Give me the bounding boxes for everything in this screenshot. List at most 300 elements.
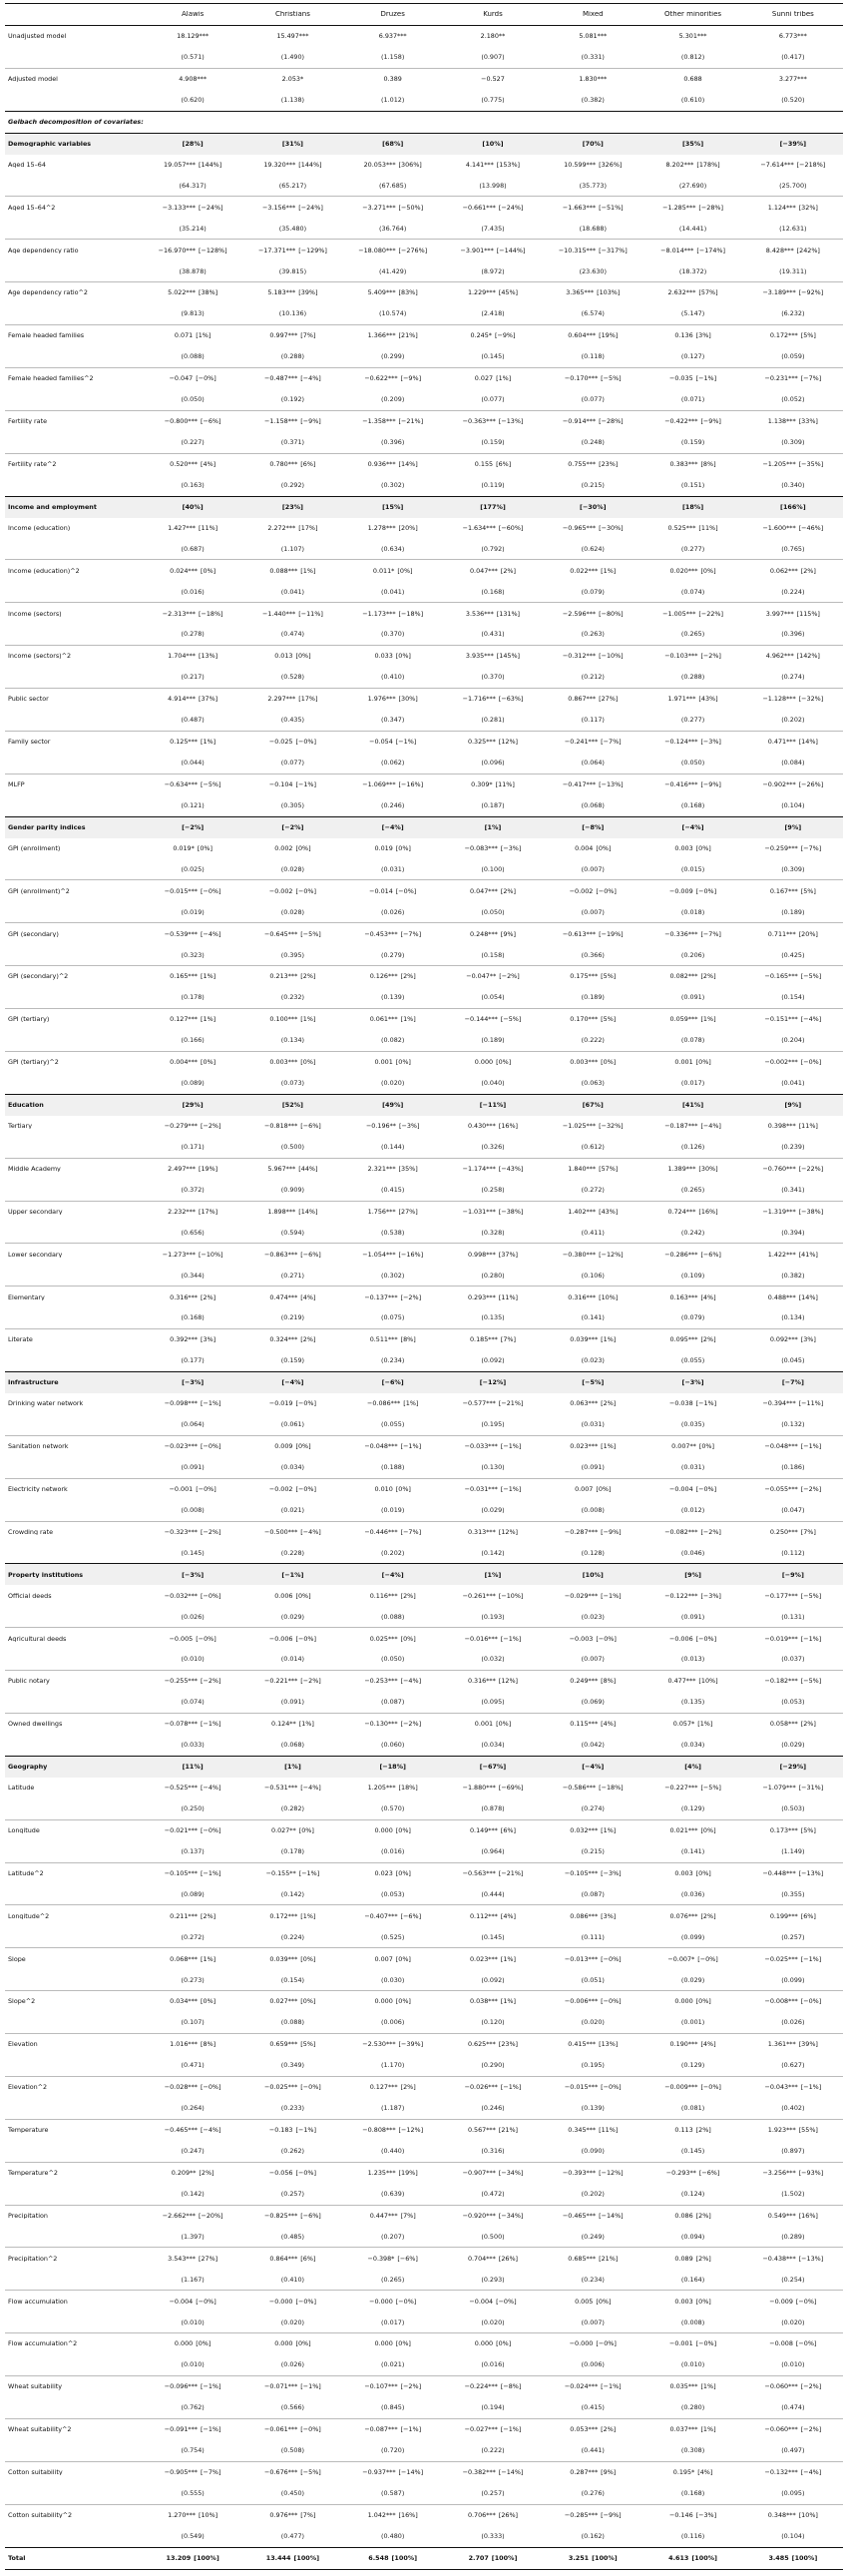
std-error: (0.041) <box>381 588 405 595</box>
std-error: (0.355) <box>781 1890 805 1898</box>
coefficient: 0.520*** <box>170 460 199 468</box>
std-error: (0.720) <box>381 2447 405 2454</box>
share-percent: [1%] <box>697 1721 713 1728</box>
std-error: (0.587) <box>381 2490 405 2497</box>
coefficient: −0.002 <box>569 887 594 895</box>
share-percent: [1%] <box>500 1998 516 2005</box>
value-cell <box>443 396 543 402</box>
std-error: (39.815) <box>278 267 307 274</box>
value-cell <box>343 353 443 359</box>
value-cell <box>242 1614 342 1620</box>
value-cell <box>143 461 242 467</box>
value-cell <box>543 1891 642 1897</box>
value-cell <box>642 1572 742 1578</box>
section-header-row <box>5 496 843 518</box>
value-cell <box>443 248 543 254</box>
share-percent: [1%] <box>496 375 512 382</box>
value-cell <box>443 33 543 39</box>
value-cell <box>743 2191 843 2197</box>
value-cell <box>543 226 642 232</box>
std-error: (0.299) <box>381 353 405 360</box>
share-percent: [32%] <box>798 204 818 212</box>
value-cell <box>242 1977 342 1983</box>
coefficient: −0.151*** <box>764 1016 798 1023</box>
share-percent: [−18%] <box>198 610 223 617</box>
value-cell <box>743 1230 843 1236</box>
std-error: (0.020) <box>381 1080 405 1087</box>
value-cell <box>343 1764 443 1770</box>
std-error: (0.081) <box>680 2105 705 2112</box>
value-cell <box>242 353 342 359</box>
value-cell <box>343 2256 443 2262</box>
coefficient: 3.277*** <box>778 76 807 83</box>
coefficient: −0.013*** <box>564 1955 599 1962</box>
value-cell <box>343 1998 443 2004</box>
value-cell <box>443 205 543 211</box>
coefficient: −0.137*** <box>364 1293 398 1300</box>
coefficient: −0.645*** <box>264 930 298 937</box>
value-cell <box>743 205 843 211</box>
coefficient: 0.704*** <box>467 2255 496 2263</box>
share-percent: [−4%] <box>800 2469 822 2476</box>
value-cell <box>543 2256 642 2262</box>
table-row <box>5 2332 843 2354</box>
value-cell <box>443 2234 543 2240</box>
std-error: (13.998) <box>479 182 507 190</box>
value-cell <box>443 1230 543 1236</box>
coefficient: 0.173*** <box>769 1826 798 1834</box>
value-cell <box>343 1379 443 1385</box>
share-percent: [−4%] <box>700 1123 721 1130</box>
share-percent: [38%] <box>198 289 218 296</box>
value-cell <box>642 461 742 467</box>
value-cell <box>642 888 742 894</box>
value-cell <box>743 1357 843 1363</box>
coefficient: 1.235*** <box>367 2169 396 2177</box>
share-percent: [−10%] <box>599 653 624 660</box>
value-cell <box>143 141 242 147</box>
value-cell <box>143 2319 242 2325</box>
share-percent: [−12%] <box>479 1379 507 1386</box>
value-cell <box>543 546 642 552</box>
std-error: (0.909) <box>280 1186 305 1194</box>
share-percent: [166%] <box>780 503 806 511</box>
std-error: (1.490) <box>280 54 305 61</box>
value-cell <box>443 1507 543 1513</box>
value-cell <box>343 1827 443 1833</box>
value-cell <box>343 1102 443 1108</box>
value-cell <box>443 568 543 574</box>
value-cell <box>343 2062 443 2068</box>
value-cell <box>642 1314 742 1320</box>
share-percent: [−30%] <box>580 503 607 511</box>
value-cell <box>642 1421 742 1427</box>
value-cell <box>143 2148 242 2154</box>
value-cell <box>143 1486 242 1492</box>
value-cell <box>242 439 342 445</box>
coefficient: −0.008 <box>769 2340 793 2347</box>
std-error: (0.435) <box>280 717 305 724</box>
value-cell <box>343 1870 443 1876</box>
std-error: (0.106) <box>581 1272 605 1279</box>
std-error: (0.402) <box>781 2105 805 2112</box>
value-cell <box>743 760 843 766</box>
coefficient: −0.453*** <box>364 930 398 937</box>
value-cell <box>343 2319 443 2325</box>
value-cell <box>143 1016 242 1022</box>
row-label: Family sector <box>8 739 51 746</box>
coefficient: 0.020*** <box>669 567 698 575</box>
value-cell <box>543 2555 642 2561</box>
se-row <box>5 346 843 367</box>
share-percent: [−8%] <box>582 823 605 831</box>
coefficient: 13.444 <box>265 2554 291 2562</box>
value-cell <box>443 1956 543 1962</box>
value-cell <box>242 1699 342 1705</box>
coefficient: 0.001 <box>674 1059 693 1066</box>
std-error: (0.055) <box>381 1421 405 1428</box>
coefficient: 0.019* <box>173 844 195 852</box>
coefficient: −0.056 <box>268 2169 293 2177</box>
value-cell <box>743 568 843 574</box>
value-cell <box>642 1016 742 1022</box>
share-percent: [0%] <box>201 1998 216 2005</box>
value-cell <box>543 2041 642 2047</box>
coefficient: −0.027*** <box>464 2426 498 2433</box>
value-cell <box>343 332 443 338</box>
share-percent: [2%] <box>700 973 716 980</box>
value-cell <box>543 611 642 617</box>
share-percent: [−2%] <box>400 2383 422 2390</box>
share-percent: [1%] <box>196 332 212 339</box>
share-percent: [−0%] <box>601 1955 622 1962</box>
std-error: (0.044) <box>181 760 205 767</box>
std-error: (0.159) <box>481 439 505 446</box>
value-cell <box>143 1400 242 1406</box>
coefficient: 1.229*** <box>467 289 496 296</box>
row-label: Latitude^2 <box>8 1869 44 1877</box>
share-percent: [15%] <box>382 503 404 511</box>
std-error: (0.082) <box>381 1037 405 1044</box>
value-cell <box>743 631 843 637</box>
value-cell <box>443 760 543 766</box>
value-cell <box>642 2127 742 2133</box>
value-cell <box>242 2361 342 2367</box>
coefficient: 0.047*** <box>469 887 498 895</box>
coefficient: 0.316*** <box>467 1678 496 1685</box>
value-cell <box>642 1678 742 1684</box>
coefficient: 0.022*** <box>570 567 599 575</box>
value-cell <box>143 2062 242 2068</box>
table-row <box>5 645 843 667</box>
row-label: Gelbach decomposition of covariates: <box>8 118 144 126</box>
value-cell <box>543 1827 642 1833</box>
value-cell <box>143 824 242 830</box>
coefficient: −1.025*** <box>562 1123 597 1130</box>
value-cell <box>343 696 443 702</box>
share-percent: [−63%] <box>498 696 524 703</box>
std-error: (0.257) <box>280 2190 305 2198</box>
value-cell <box>242 1721 342 1727</box>
column-header: Christians <box>274 10 310 18</box>
coefficient: 2.297*** <box>267 696 296 703</box>
row-label: Drinking water network <box>8 1400 84 1407</box>
value-cell <box>242 1059 342 1065</box>
value-cell <box>343 2512 443 2518</box>
std-error: (0.120) <box>481 2019 505 2026</box>
std-error: (0.186) <box>781 1464 805 1471</box>
value-cell <box>443 631 543 637</box>
share-percent: [100%] <box>194 2554 219 2562</box>
decomposition-heading-row <box>5 111 843 133</box>
share-percent: [−1%] <box>800 1443 822 1450</box>
se-row <box>5 260 843 281</box>
coefficient: 0.000 <box>374 1826 393 1834</box>
value-cell <box>343 2148 443 2154</box>
share-percent: [10%] <box>698 1678 718 1685</box>
std-error: (0.202) <box>581 2190 605 2198</box>
std-error: (6.574) <box>581 310 605 317</box>
std-error: (0.964) <box>481 1847 505 1855</box>
std-error: (0.001) <box>680 2019 705 2026</box>
std-error: (0.139) <box>581 2105 605 2112</box>
value-cell <box>242 418 342 424</box>
share-percent: [52%] <box>281 1102 303 1109</box>
std-error: (0.309) <box>781 865 805 873</box>
value-cell <box>743 1636 843 1642</box>
std-error: (0.092) <box>481 1976 505 1983</box>
table-row <box>5 1243 843 1265</box>
share-percent: [41%] <box>798 1251 818 1259</box>
coefficient: −0.078*** <box>164 1721 199 1728</box>
share-percent: [27%] <box>599 696 619 703</box>
se-row <box>5 47 843 68</box>
value-cell <box>242 2447 342 2453</box>
std-error: (0.217) <box>181 674 205 681</box>
value-cell <box>642 631 742 637</box>
value-cell <box>443 268 543 274</box>
std-error: (0.007) <box>581 1656 605 1663</box>
section-header-row <box>5 1371 843 1393</box>
value-cell <box>242 2213 342 2219</box>
std-error: (0.092) <box>481 1357 505 1364</box>
std-error: (0.372) <box>181 1186 205 1194</box>
value-cell <box>743 396 843 402</box>
share-percent: [−0%] <box>800 1059 822 1066</box>
share-percent: [−7%] <box>400 930 422 937</box>
value-cell <box>242 1827 342 1833</box>
value-cell <box>242 1785 342 1791</box>
value-cell <box>743 2404 843 2410</box>
coefficient: −0.231*** <box>764 375 798 382</box>
share-percent: [−0%] <box>395 2298 417 2305</box>
share-percent: [1%] <box>400 1016 416 1023</box>
coefficient: 0.062*** <box>769 567 798 575</box>
std-error: (0.250) <box>181 1805 205 1812</box>
share-percent: [−0%] <box>196 375 216 382</box>
std-error: (0.091) <box>581 1464 605 1471</box>
coefficient: 0.000 <box>474 2340 494 2347</box>
value-cell <box>543 866 642 872</box>
std-error: (0.431) <box>481 631 505 638</box>
value-cell <box>743 2019 843 2025</box>
coefficient: −0.025 <box>268 739 293 746</box>
coefficient: 0.287*** <box>570 2469 599 2476</box>
coefficient: 1.361*** <box>767 2041 796 2048</box>
section-header-row <box>5 1563 843 1585</box>
std-error: (0.145) <box>481 353 505 360</box>
std-error: (0.040) <box>481 1080 505 1087</box>
value-cell <box>642 2383 742 2389</box>
coefficient: 1.402*** <box>568 1208 597 1216</box>
std-error: (35.480) <box>278 225 307 233</box>
value-cell <box>543 1187 642 1193</box>
value-cell <box>642 353 742 359</box>
value-cell <box>143 2533 242 2539</box>
coefficient: 0.039*** <box>570 1336 599 1343</box>
share-percent: [−1%] <box>298 1869 320 1877</box>
value-cell <box>642 1956 742 1962</box>
share-percent: [21%] <box>599 2255 619 2263</box>
value-cell <box>642 2256 742 2262</box>
value-cell <box>443 375 543 381</box>
value-cell <box>642 546 742 552</box>
row-label: Infrastructure <box>8 1379 59 1386</box>
value-cell <box>743 1294 843 1300</box>
value-cell <box>743 1785 843 1791</box>
value-cell <box>543 2512 642 2518</box>
std-error: (0.440) <box>381 2148 405 2155</box>
std-error: (0.142) <box>280 1890 305 1898</box>
std-error: (0.159) <box>680 439 705 446</box>
share-percent: [−1%] <box>800 1955 822 1962</box>
value-cell <box>443 1934 543 1940</box>
value-cell <box>443 2361 543 2367</box>
coefficient: −0.170*** <box>564 375 599 382</box>
std-error: (0.627) <box>781 2062 805 2069</box>
value-cell <box>343 289 443 295</box>
value-cell <box>642 1357 742 1363</box>
value-cell <box>543 1080 642 1086</box>
value-cell <box>242 1507 342 1513</box>
share-percent: [−28%] <box>599 418 624 425</box>
value-cell <box>443 226 543 232</box>
coefficient: 0.167*** <box>769 887 798 895</box>
value-cell <box>443 1037 543 1043</box>
coefficient: 2.272*** <box>267 524 296 532</box>
value-cell <box>143 2213 242 2219</box>
std-error: (0.096) <box>481 760 505 767</box>
value-cell <box>543 1785 642 1791</box>
value-cell <box>242 2041 342 2047</box>
share-percent: [23%] <box>599 460 619 468</box>
share-percent: [−13%] <box>599 781 624 788</box>
share-percent: [30%] <box>698 1165 718 1173</box>
value-cell <box>443 2533 543 2539</box>
std-error: (0.015) <box>680 865 705 873</box>
coefficient: 15.497*** <box>276 33 309 40</box>
value-cell <box>143 396 242 402</box>
se-row <box>5 753 843 773</box>
value-cell <box>743 1891 843 1897</box>
value-cell <box>443 461 543 467</box>
se-row <box>5 90 843 111</box>
share-percent: [35%] <box>681 140 704 148</box>
value-cell <box>242 931 342 937</box>
share-percent: [0%] <box>395 1869 411 1877</box>
value-cell <box>743 1742 843 1748</box>
value-cell <box>242 54 342 60</box>
value-cell <box>743 1037 843 1043</box>
value-cell <box>543 76 642 82</box>
value-cell <box>143 1252 242 1258</box>
coefficient: 0.063*** <box>570 1400 599 1407</box>
std-error: (0.206) <box>680 951 705 958</box>
value-cell <box>743 1656 843 1662</box>
value-cell <box>143 2277 242 2283</box>
std-error: (0.394) <box>781 1229 805 1237</box>
value-cell <box>443 183 543 189</box>
share-percent: [0%] <box>695 1998 711 2005</box>
value-cell <box>642 1187 742 1193</box>
share-percent: [9%] <box>500 930 516 937</box>
value-cell <box>743 909 843 915</box>
value-cell <box>543 931 642 937</box>
value-cell <box>143 1998 242 2004</box>
coefficient: 4.908*** <box>179 76 208 83</box>
coefficient: 0.082*** <box>669 973 698 980</box>
coefficient: −0.661*** <box>462 204 496 212</box>
value-cell <box>242 1037 342 1043</box>
coefficient: −1.173*** <box>362 610 396 617</box>
value-cell <box>443 54 543 60</box>
value-cell <box>642 1059 742 1065</box>
coefficient: 0.010 <box>374 1485 393 1493</box>
share-percent: [−1%] <box>400 2426 422 2433</box>
row-label: Elevation <box>8 2041 38 2048</box>
share-percent: [68%] <box>382 140 404 148</box>
std-error: (0.031) <box>581 1421 605 1428</box>
value-cell <box>743 1827 843 1833</box>
value-cell <box>443 2213 543 2219</box>
coefficient: 0.025*** <box>369 1635 398 1642</box>
value-cell <box>543 994 642 1000</box>
value-cell <box>143 1314 242 1320</box>
std-error: (0.020) <box>581 2019 605 2026</box>
std-error: (0.012) <box>680 1506 705 1514</box>
value-cell <box>242 1550 342 1556</box>
std-error: (0.341) <box>781 1186 805 1194</box>
share-percent: [6%] <box>496 460 512 468</box>
share-percent: [−6%] <box>300 1251 321 1259</box>
coefficient: −0.760*** <box>762 1165 796 1173</box>
value-cell <box>543 2490 642 2496</box>
value-cell <box>543 1166 642 1172</box>
share-percent: [−9%] <box>781 1571 804 1579</box>
value-cell <box>642 1848 742 1854</box>
value-cell <box>543 1443 642 1449</box>
value-cell <box>743 183 843 189</box>
value-cell <box>443 439 543 445</box>
coefficient: −0.043*** <box>764 2084 798 2091</box>
std-error: (0.010) <box>781 2361 805 2368</box>
share-percent: [−60%] <box>498 524 524 532</box>
coefficient: −0.577*** <box>462 1400 496 1407</box>
value-cell <box>743 162 843 168</box>
share-percent: [115%] <box>796 610 820 617</box>
std-error: (38.878) <box>179 267 207 274</box>
share-percent: [5%] <box>601 1016 617 1023</box>
